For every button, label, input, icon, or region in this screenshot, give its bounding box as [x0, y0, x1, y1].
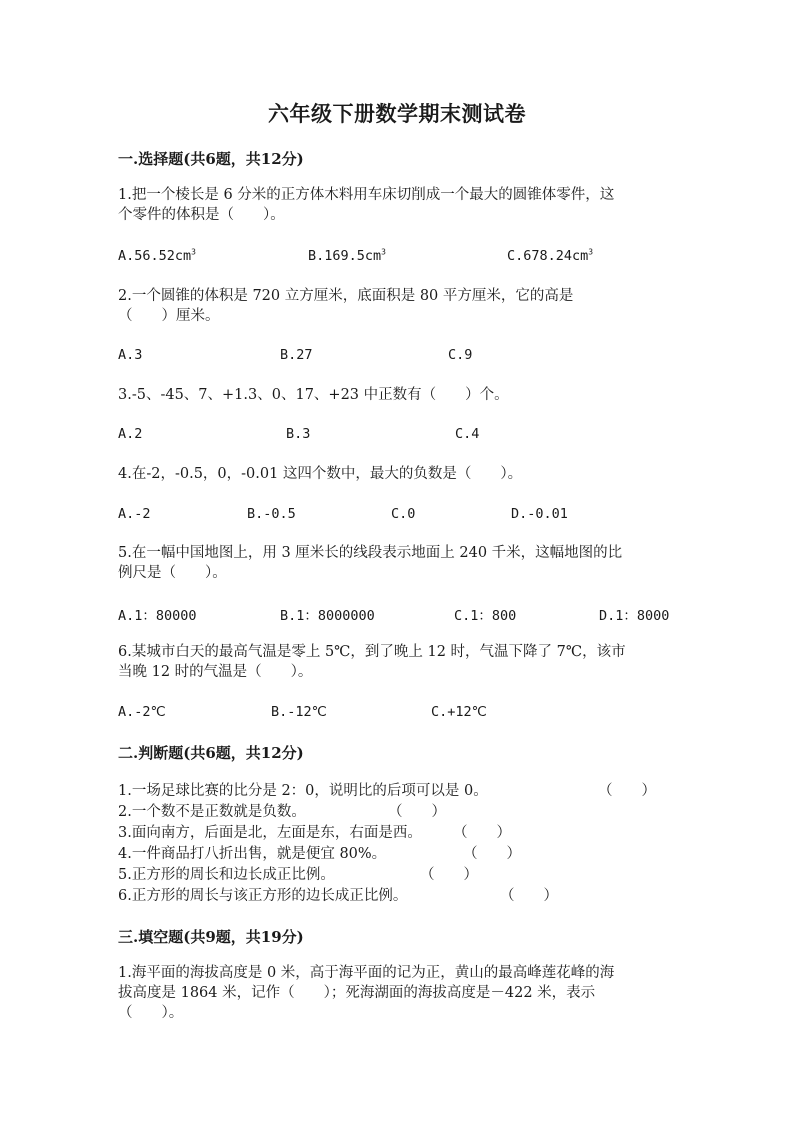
judgment-text: 2.一个数不是正数就是负数。	[118, 804, 306, 820]
question-line: 1.海平面的海拔高度是 0 米，高于海平面的记为正，黄山的最高峰莲花峰的海	[118, 965, 615, 981]
option-b[interactable]: B.3	[286, 426, 311, 442]
option-a[interactable]: A.1：80000	[118, 608, 197, 624]
option-c[interactable]: C.1：800	[454, 608, 517, 624]
answer-bracket[interactable]: （ ）	[420, 867, 478, 883]
judgment-text: 4.一件商品打八折出售，就是便宜 80%。	[118, 846, 387, 862]
answer-bracket[interactable]: （ ）	[463, 846, 521, 862]
judgment-text: 6.正方形的周长与该正方形的边长成正比例。	[118, 888, 408, 904]
option-c[interactable]: C.4	[455, 426, 480, 442]
question-2	[118, 286, 674, 326]
answer-bracket[interactable]: （ ）	[500, 888, 558, 904]
question-4	[118, 464, 674, 484]
option-a[interactable]: A.-2	[118, 506, 151, 522]
option-b[interactable]: B.-12℃	[271, 704, 327, 720]
option-c[interactable]: C.9	[448, 347, 473, 363]
option-b[interactable]: B.-0.5	[247, 506, 296, 522]
judgment-text: 3.面向南方，后面是北，左面是东，右面是西。	[118, 825, 422, 841]
section-heading-true-false: 二.判断题(共6题，共12分)	[118, 744, 304, 762]
options-row-3	[118, 426, 688, 446]
judgment-item-4	[118, 844, 718, 864]
question-line: （ ）。	[118, 1005, 184, 1021]
option-b[interactable]: B.1：8000000	[280, 608, 375, 624]
judgment-text: 5.正方形的周长和边长成正比例。	[118, 867, 335, 883]
option-d[interactable]: D.-0.01	[511, 506, 568, 522]
options-row-2	[118, 347, 688, 367]
question-line: 6.某城市白天的最高气温是零上 5℃，到了晚上 12 时，气温下降了 7℃，该市	[118, 644, 626, 660]
answer-bracket[interactable]: （ ）	[598, 783, 656, 799]
judgment-text: 1.一场足球比赛的比分是 2：0，说明比的后项可以是 0。	[118, 783, 488, 799]
option-c[interactable]: C.+12℃	[431, 704, 487, 720]
question-line: 拔高度是 1864 米，记作（ ）；死海湖面的海拔高度是－422 米，表示	[118, 985, 596, 1001]
option-a[interactable]: A.-2℃	[118, 704, 166, 720]
option-d[interactable]: D.1：8000	[599, 608, 670, 624]
judgment-item-2	[118, 802, 718, 822]
question-line: 4.在-2，-0.5，0，-0.01 这四个数中，最大的负数是（ ）。	[118, 466, 523, 482]
question-line: 5.在一幅中国地图上，用 3 厘米长的线段表示地面上 240 千米，这幅地图的比	[118, 545, 623, 561]
question-line: 例尺是（ ）。	[118, 565, 227, 581]
page-title: 六年级下册数学期末测试卷	[268, 101, 526, 126]
question-line: 3.-5、-45、7、+1.3、0、17、+23 中正数有（ ）个。	[118, 387, 509, 403]
options-row-4	[118, 506, 688, 526]
answer-bracket[interactable]: （ ）	[453, 825, 511, 841]
option-a[interactable]: A.2	[118, 426, 143, 442]
options-row-5	[118, 604, 688, 624]
judgment-item-1	[118, 781, 718, 801]
question-5	[118, 543, 674, 583]
question-line: 个零件的体积是（ ）。	[118, 207, 285, 223]
question-line: （ ）厘米。	[118, 308, 220, 324]
option-a[interactable]: A.3	[118, 347, 143, 363]
question-3	[118, 385, 674, 405]
question-6	[118, 642, 674, 682]
question-1	[118, 185, 674, 225]
answer-bracket[interactable]: （ ）	[388, 804, 446, 820]
judgment-item-6	[118, 886, 718, 906]
option-b[interactable]: B.27	[280, 347, 313, 363]
option-c[interactable]: C.0	[391, 506, 416, 522]
option-c[interactable]: $C.678.24cm^3$	[507, 247, 594, 264]
question-line: 当晚 12 时的气温是（ ）。	[118, 664, 313, 680]
question-line: 1.把一个棱长是 6 分米的正方体木料用车床切削成一个最大的圆锥体零件，这	[118, 187, 615, 203]
options-row-1	[118, 248, 688, 268]
fill-question-1	[118, 963, 674, 1023]
option-a[interactable]: $A.56.52cm^3$	[118, 247, 196, 264]
question-line: 2.一个圆锥的体积是 720 立方厘米，底面积是 80 平方厘米，它的高是	[118, 288, 574, 304]
options-row-6	[118, 704, 688, 724]
judgment-item-3	[118, 823, 718, 843]
option-b[interactable]: $B.169.5cm^3$	[308, 247, 386, 264]
section-heading-choice: 一.选择题(共6题，共12分)	[118, 150, 304, 168]
section-heading-fill-blank: 三.填空题(共9题，共19分)	[118, 928, 304, 946]
judgment-item-5	[118, 865, 718, 885]
